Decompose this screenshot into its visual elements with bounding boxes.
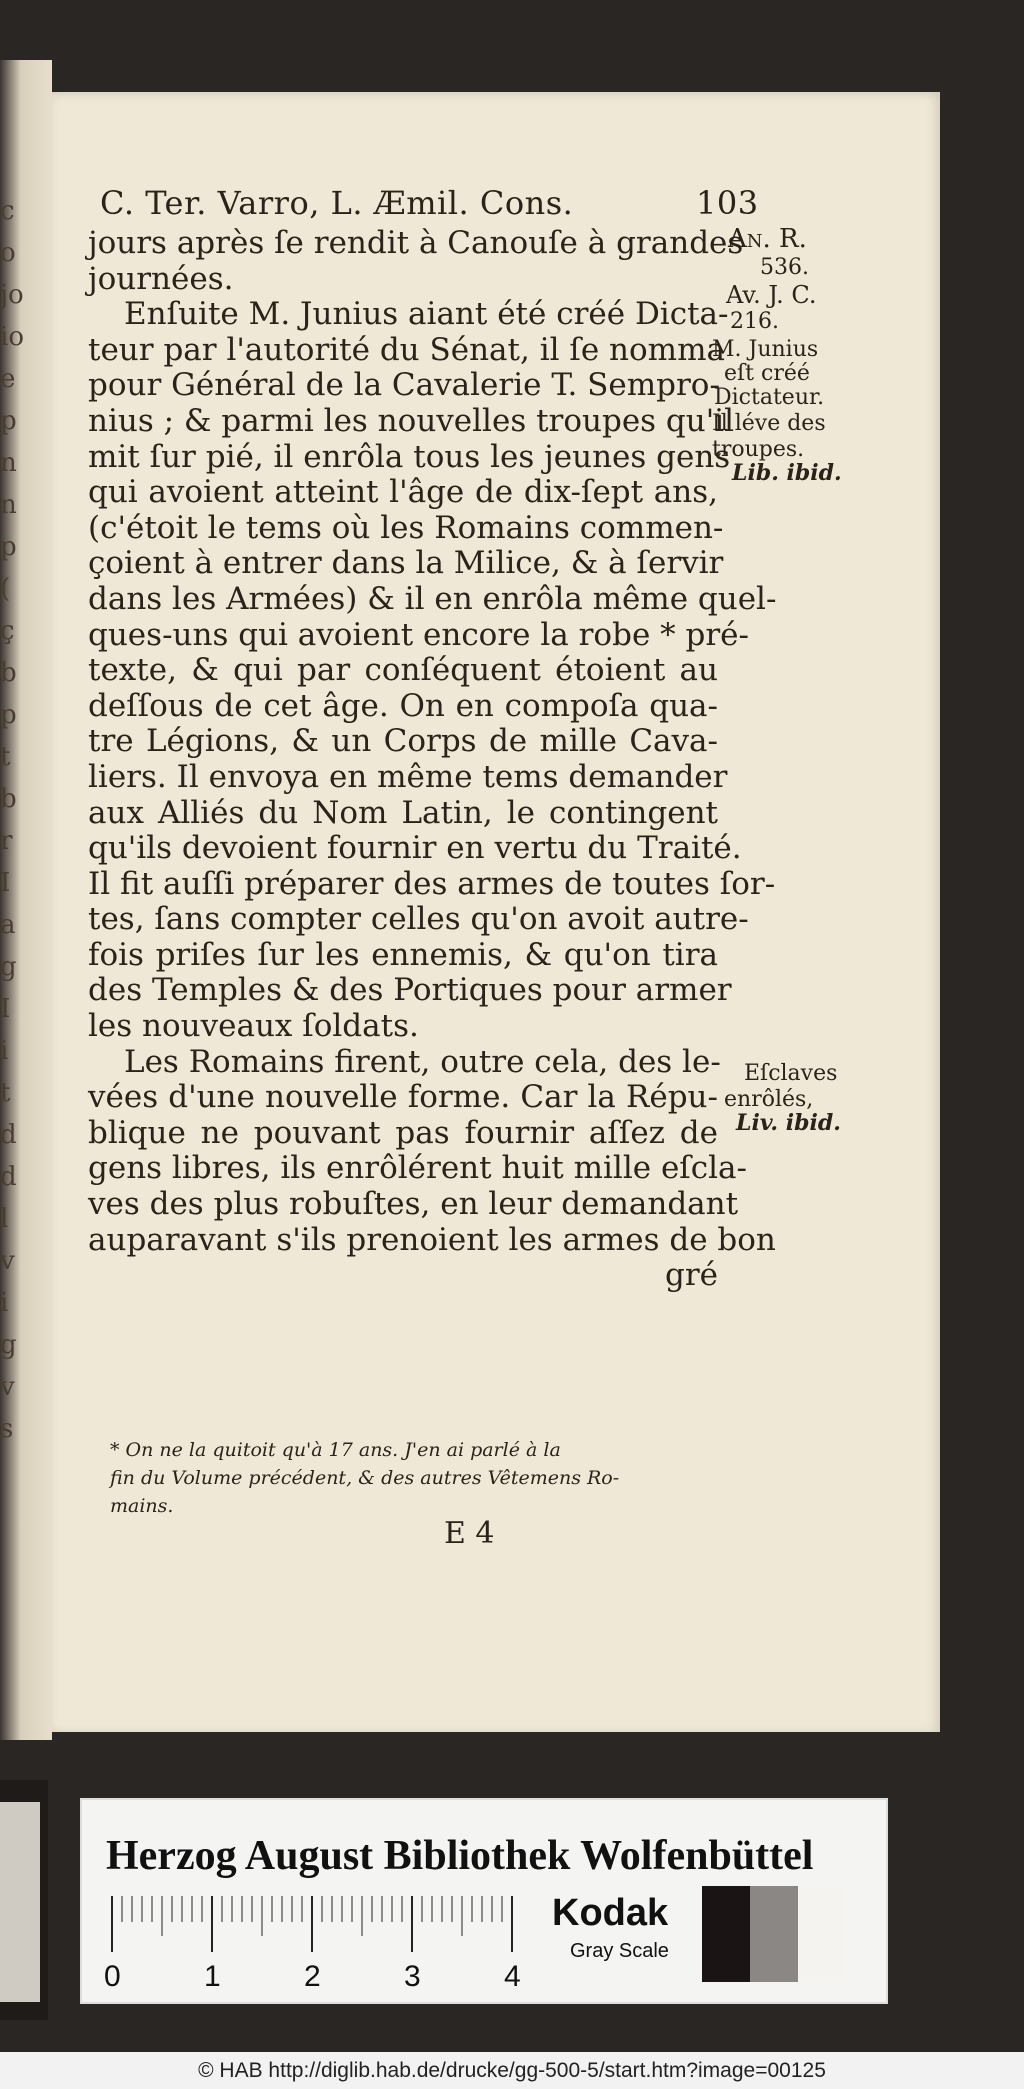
edge-letter: i — [0, 1036, 9, 1066]
text-line: teur par l'autorité du Sénat, il ſe nomma — [88, 331, 725, 368]
text-line: ves des plus robuſtes, en leur demandant — [88, 1186, 739, 1223]
text-line: mit ſur pié, il enrôla tous les jeunes gens — [88, 438, 731, 475]
margin-liv-ibid: Liv. ibid. — [736, 1110, 841, 1136]
text-line: dans les Armées) & il en enrôla même quel- — [88, 580, 777, 617]
book-page — [52, 92, 940, 1732]
footnote-line: * On ne la quitoit qu'à 17 ans. J'en ai parlé à la — [110, 1439, 561, 1461]
edge-letter: p — [0, 406, 17, 436]
footnote — [110, 1436, 740, 1520]
edge-letter: b — [0, 658, 17, 688]
edge-letter: a — [0, 910, 16, 940]
margin-junius-4: Il léve des — [712, 411, 826, 436]
edge-letter: I — [0, 994, 11, 1024]
margin-av-jc-year: 216. — [730, 309, 779, 334]
text-line: les nouveaux ſoldats. — [88, 1008, 419, 1045]
text-line: journées. — [88, 260, 234, 297]
edge-letter: ç — [0, 616, 15, 646]
edge-letter: l — [0, 1204, 9, 1234]
margin-junius-2: eſt créé — [724, 361, 810, 386]
text-line: vées d'une nouvelle forme. Car la Répu- — [88, 1079, 718, 1116]
signature-mark: E 4 — [444, 1516, 495, 1551]
library-color-card — [82, 1800, 886, 2002]
text-line: Les Romains firent, outre cela, des le- — [124, 1043, 721, 1080]
text-line: nius ; & parmi les nouvelles troupes qu'il — [88, 402, 735, 439]
edge-letter: ( — [0, 574, 11, 604]
text-line: ques-uns qui avoient encore la robe * pré- — [88, 616, 749, 653]
edge-letter: v — [0, 1246, 15, 1276]
edge-letter: d — [0, 1162, 17, 1192]
gray-swatch — [750, 1886, 798, 1982]
text-line: qu'ils devoient fournir en vertu du Traité. — [88, 830, 742, 867]
library-name: Herzog August Bibliothek Wolfenbüttel — [106, 1833, 814, 1879]
ruler-number: 2 — [304, 1960, 321, 1993]
text-line: jours après ſe rendit à Canouſe à grandes — [88, 225, 744, 261]
edge-letter: e — [0, 364, 16, 394]
margin-junius-1: M. Junius — [712, 337, 819, 362]
text-line: deſſous de cet âge. On en compoſa qua- — [88, 687, 718, 724]
text-line: gens libres, ils enrôlérent huit mille eſcla- — [88, 1150, 748, 1187]
margin-an-r-year: 536. — [760, 255, 809, 280]
text-line: blique ne pouvant pas fournir aſſez de — [88, 1114, 718, 1151]
adjacent-card-edge — [0, 1802, 40, 2002]
edge-letter: jo — [0, 280, 24, 310]
text-line: des Temples & des Portiques pour armer — [88, 972, 732, 1009]
page-number: 103 — [696, 184, 759, 222]
adjacent-page-letters — [0, 190, 24, 1450]
edge-letter: t — [0, 742, 11, 772]
running-header — [100, 184, 759, 222]
edge-letter: o — [0, 238, 16, 268]
ruler-number: 3 — [404, 1960, 421, 1993]
footnote-line: mains. — [110, 1495, 174, 1517]
text-line: auparavant s'ils prenoient les armes de bon — [88, 1221, 776, 1258]
kodak-logo: Kodak — [552, 1892, 669, 1934]
text-line: Enſuite M. Junius aiant été créé Dicta- — [124, 296, 729, 333]
text-line: liers. Il envoya en même tems demander — [88, 758, 728, 795]
text-line: tre Légions, & un Corps de mille Cava- — [88, 723, 718, 760]
edge-letter: io — [0, 322, 24, 352]
text-line: gré — [664, 1257, 718, 1294]
margin-junius-5: troupes. — [712, 437, 805, 462]
copyright-footer: © HAB http://diglib.hab.de/drucke/gg-500-5/start.htm?image=00125 — [0, 2052, 1024, 2089]
edge-letter: b — [0, 784, 17, 814]
edge-letter: g — [0, 1330, 17, 1360]
edge-letter: i — [0, 1288, 9, 1318]
text-line: çoient à entrer dans la Milice, & à ſervir — [88, 545, 724, 582]
edge-letter: v — [0, 1372, 15, 1402]
header-title: C. Ter. Varro, L. Æmil. Cons. — [100, 184, 574, 222]
edge-letter: t — [0, 1078, 11, 1108]
ruler-scale — [108, 1896, 528, 1956]
ruler-number: 1 — [204, 1960, 221, 1993]
edge-letter: I — [0, 868, 11, 898]
edge-letter: r — [0, 826, 13, 856]
margin-av-jc: Av. J. C. — [726, 281, 817, 309]
text-line: pour Général de la Cavalerie T. Sempro- — [88, 367, 720, 404]
gray-swatch — [702, 1886, 750, 1982]
text-line: texte, & qui par conſéquent étoient au — [88, 652, 718, 689]
edge-letter: p — [0, 700, 17, 730]
text-line: fois priſes ſur les ennemis, & qu'on tira — [88, 936, 718, 973]
margin-esclaves-1: Eſclaves — [744, 1061, 838, 1086]
text-line: tes, ſans compter celles qu'on avoit autre- — [88, 901, 749, 938]
margin-esclaves-2: enrôlés, — [724, 1087, 814, 1112]
edge-letter: c — [0, 196, 15, 226]
edge-letter: s — [0, 1414, 14, 1444]
gray-scale-label: Gray Scale — [570, 1940, 669, 1962]
margin-lib-ibid: Lib. ibid. — [732, 460, 842, 486]
adjacent-page-edge — [0, 60, 52, 1740]
text-line: Il fit auſſi préparer des armes de toutes ſor- — [88, 865, 776, 902]
edge-letter: d — [0, 1120, 17, 1150]
text-line: aux Alliés du Nom Latin, le contingent — [88, 794, 718, 831]
margin-junius-3: Dictateur. — [714, 385, 825, 410]
footnote-line: fin du Volume précédent, & des autres Vêtemens Ro- — [110, 1467, 620, 1489]
text-line: qui avoient atteint l'âge de dix-ſept ans, — [88, 474, 718, 511]
text-line: (c'étoit le tems où les Romains commen- — [88, 509, 724, 546]
margin-an-r: An. R. — [728, 224, 807, 254]
ruler-number: 0 — [104, 1960, 121, 1993]
edge-letter: n — [0, 490, 17, 520]
edge-letter: g — [0, 952, 17, 982]
edge-letter: n — [0, 448, 17, 478]
edge-letter: p — [0, 532, 17, 562]
ruler-number: 4 — [504, 1960, 521, 1993]
gray-swatch — [798, 1886, 846, 1982]
